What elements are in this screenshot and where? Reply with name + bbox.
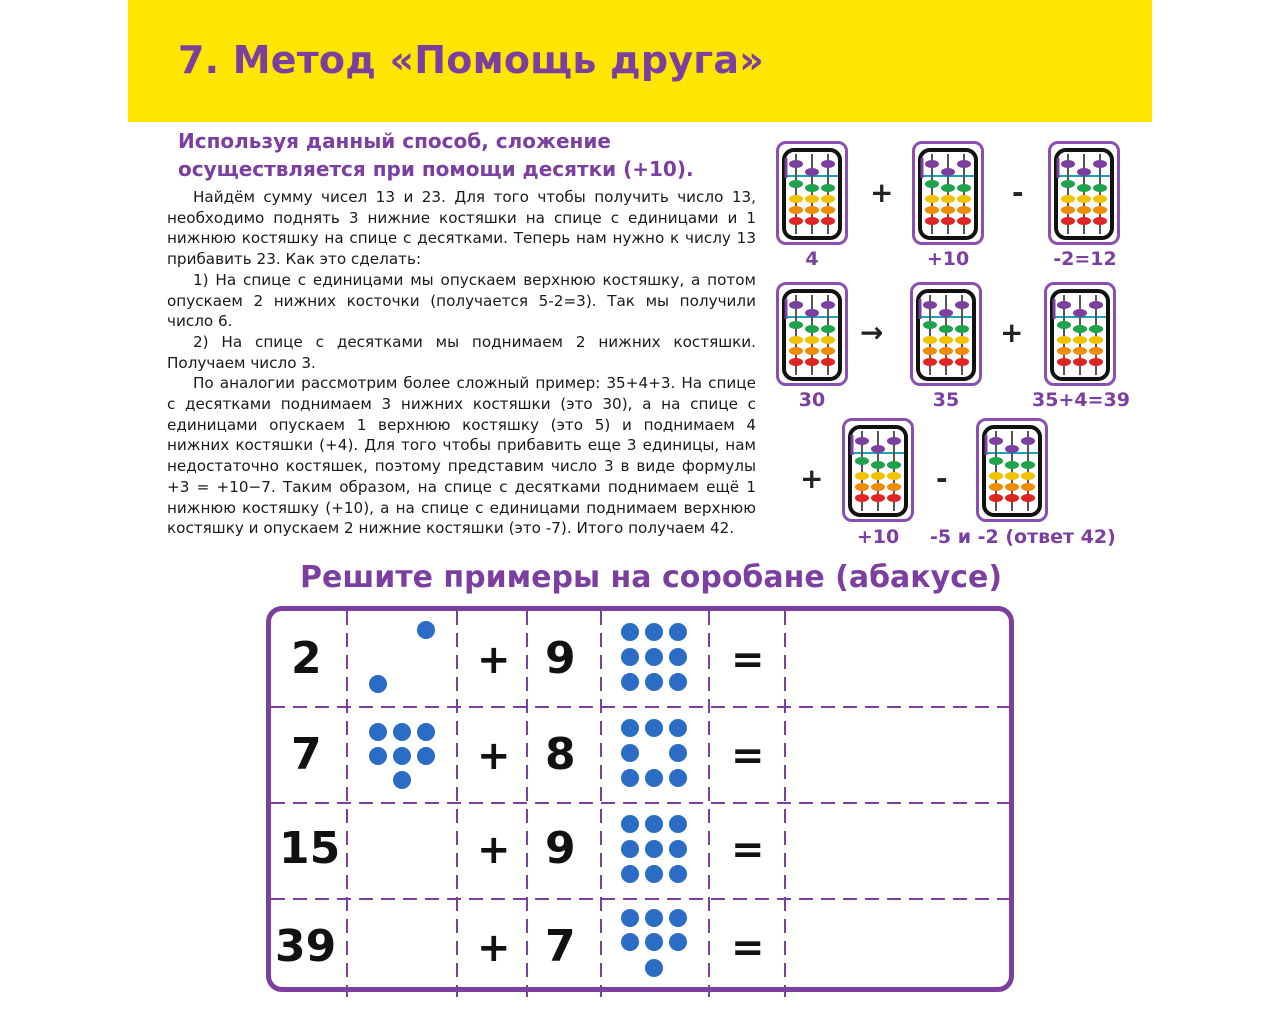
answer-cell[interactable] [791, 617, 1011, 701]
dot [669, 623, 687, 641]
dot [645, 840, 663, 858]
exercise-board [266, 606, 1014, 992]
dot [669, 840, 687, 858]
plus-sign: + [477, 827, 511, 873]
plus-sign: + [477, 637, 511, 683]
dot [645, 959, 663, 977]
plus-sign: + [800, 462, 824, 495]
dot [621, 815, 639, 833]
addend-b: 7 [545, 921, 576, 972]
addend-b: 8 [545, 729, 576, 780]
dot [645, 623, 663, 641]
abacus-card [976, 418, 1048, 522]
abacus-card [910, 282, 982, 386]
plus-sign: + [477, 733, 511, 779]
dot [669, 933, 687, 951]
paragraph: 2) На спице с десятками мы поднимаем 2 нижних костяшки. Получаем число 3. [167, 332, 756, 372]
dot [669, 815, 687, 833]
dot [369, 723, 387, 741]
card-caption: 35+4=39 [1032, 389, 1130, 411]
abacus-icon [1050, 289, 1112, 381]
dot [669, 865, 687, 883]
card-caption: -5 и -2 (ответ 42) [930, 526, 1116, 548]
plus-sign: + [1000, 316, 1024, 349]
abacus-icon [982, 425, 1044, 517]
abacus-icon [782, 289, 844, 381]
card-caption: 35 [932, 389, 960, 411]
dot [369, 675, 387, 693]
dot [369, 747, 387, 765]
dot [417, 747, 435, 765]
equals-sign: = [731, 925, 765, 971]
dot [669, 719, 687, 737]
addend-a: 15 [279, 823, 341, 874]
dot [417, 723, 435, 741]
page-title: 7. Метод «Помощь друга» [178, 38, 764, 82]
dot [669, 909, 687, 927]
equals-sign: = [731, 827, 765, 873]
dot [669, 744, 687, 762]
explanation-text [167, 187, 756, 539]
dot [621, 673, 639, 691]
header-banner [128, 0, 1152, 122]
method-subtitle: Используя данный способ, сложение осуществляется при помощи десятки (+10). [178, 129, 694, 181]
answer-cell[interactable] [791, 713, 1011, 797]
dot [417, 621, 435, 639]
dot [621, 840, 639, 858]
addend-b: 9 [545, 823, 576, 874]
abacus-icon [782, 148, 844, 240]
answer-cell[interactable] [791, 905, 1011, 989]
dot [669, 648, 687, 666]
paragraph: По аналогии рассмотрим более сложный пример: 35+4+3. На спице с десятками поднимаем 3 нижних костяшки (это 30), а на спице с единицами опускаем 1 верхнюю костяшку (это 5) и поднимаем 4 нижних костяшки (+4). Для того чтобы прибавить еще 3 единицы, нам недостаточно костяшек, поэтому представим число 3 в виде формулы +3 = +10−7. Таким образом, на спице с десятками поднимаем ещё 1 нижнюю костяшку (+10), а на спице с единицами поднимаем верхнюю костяшку и опускаем 2 нижние костяшки (это -7). Итого получаем 42. [167, 374, 756, 538]
dot [645, 865, 663, 883]
plus-sign: + [870, 176, 894, 209]
minus-sign: - [1012, 176, 1024, 209]
equals-sign: = [731, 637, 765, 683]
addend-a: 7 [291, 729, 322, 780]
abacus-card [842, 418, 914, 522]
answer-cell[interactable] [791, 809, 1011, 893]
abacus-card [776, 282, 848, 386]
paragraph: Найдём сумму чисел 13 и 23. Для того чтобы получить число 13, необходимо поднять 3 нижние костяшки на спице с единицами и 1 нижнюю костяшку на спице с десятками. Теперь нам нужно к числу 13 прибавить 23. Как это сделать: [167, 188, 756, 269]
dot [621, 648, 639, 666]
arrow-icon: → [860, 316, 884, 349]
dot [645, 719, 663, 737]
paragraph: 1) На спице с единицами мы опускаем верхнюю костяшку, а потом опускаем 2 нижних косточки (получается 5-2=3). Так мы получили число 6. [167, 270, 756, 331]
dot [393, 747, 411, 765]
card-caption: +10 [856, 526, 900, 548]
card-caption: 4 [805, 248, 819, 270]
addend-b: 9 [545, 633, 576, 684]
abacus-card [912, 141, 984, 245]
dot [393, 723, 411, 741]
abacus-card [776, 141, 848, 245]
minus-sign: - [936, 462, 948, 495]
dot [645, 769, 663, 787]
dot [621, 769, 639, 787]
dot [621, 719, 639, 737]
dot [669, 673, 687, 691]
dot [621, 909, 639, 927]
equals-sign: = [731, 733, 765, 779]
dot [621, 933, 639, 951]
abacus-card [1044, 282, 1116, 386]
exercise-title: Решите примеры на соробане (абакусе) [300, 560, 1003, 595]
card-caption: -2=12 [1053, 248, 1117, 270]
dot [645, 815, 663, 833]
card-caption: +10 [926, 248, 970, 270]
abacus-icon [916, 289, 978, 381]
dot [393, 771, 411, 789]
abacus-icon [848, 425, 910, 517]
abacus-card [1048, 141, 1120, 245]
dot [669, 769, 687, 787]
dot [645, 648, 663, 666]
abacus-icon [1054, 148, 1116, 240]
plus-sign: + [477, 925, 511, 971]
dot [621, 623, 639, 641]
addend-a: 2 [291, 633, 322, 684]
dot [621, 865, 639, 883]
dot [645, 933, 663, 951]
dot [645, 673, 663, 691]
addend-a: 39 [275, 921, 337, 972]
dot [645, 909, 663, 927]
abacus-icon [918, 148, 980, 240]
dot [621, 744, 639, 762]
card-caption: 30 [798, 389, 826, 411]
